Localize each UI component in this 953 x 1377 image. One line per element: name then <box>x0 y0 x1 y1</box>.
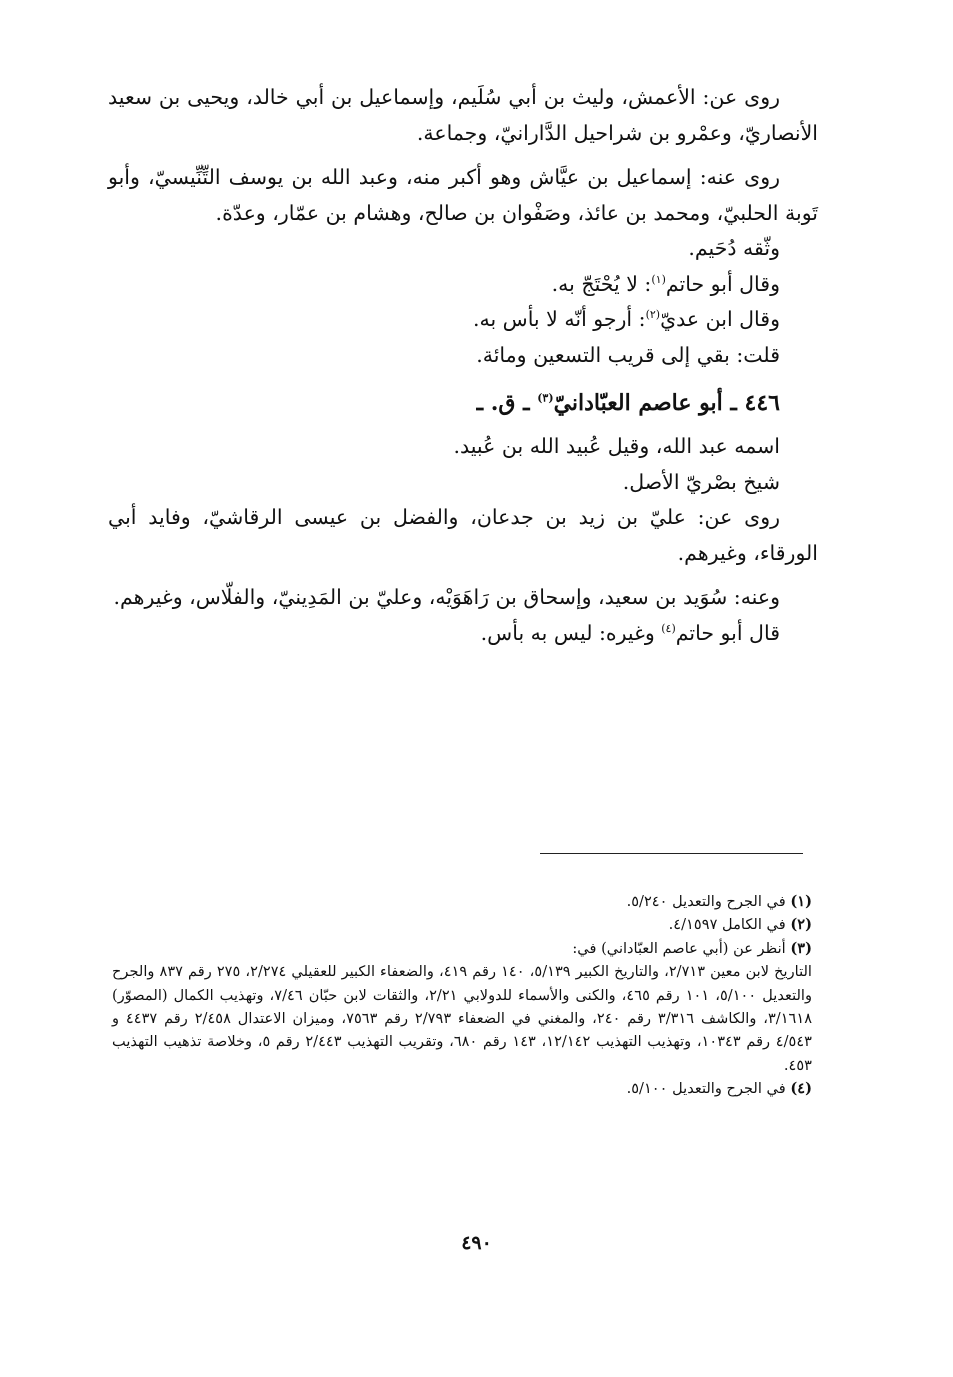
main-text <box>108 80 818 651</box>
text-segment: وقال أبو حاتم <box>665 271 780 296</box>
paragraph-abu-hatim-2 <box>108 616 818 652</box>
text-segment: وقال ابن عديّ <box>660 307 780 331</box>
text-segment: قال أبو حاتم <box>675 620 780 645</box>
paragraph-narrated-by-2: وعنه: سُوَيد بن سعيد، وإسحاق بن رَاهَوَيْه، وعليّ بن المَدِينيّ، والفلّاس، وغيرهم. <box>113 585 780 609</box>
footnote-divider <box>540 853 803 854</box>
paragraph-name: اسمه عبد الله، وقيل عُبيد الله بن عُبيد. <box>453 434 780 458</box>
footnote-ref-2: (٢) <box>645 308 661 322</box>
footnote-ref-4: (٤) <box>661 621 676 635</box>
paragraph-qultu: قلت: بقي إلى قريب التسعين ومائة. <box>476 342 780 367</box>
footnote-text: أنظر عن (أبي عاصم العبّاداني) في: <box>572 939 791 957</box>
footnote-3-sources: التاريخ لابن معين ٢/٧١٣، والتاريخ الكبير ٥/١٣٩، ١٤٠ رقم ٤١٩، والضعفاء الكبير للعقيلي ٢/٢٧٤، ٢٧٥ رقم ٨٣٧ والجرح والتعديل ٥/١٠٠، ١٠١ رقم ٤٦٥، والكنى والأسماء للدولابي ٢/٢١، والثقات لابن حبّان ٧/٤٦، وتهذيب الكمال (المصوّر) ٣/١٦١٨، والكاشف ٣/٣١٦ رقم ٢٤٠، والمغني في الضعفاء ٢/٧٩٣ رقم ٧٥٦٣، وميزان الاعتدال ٢/٤٥٨ رقم ٤٤٣٧ و ٤/٥٤٣ رقم ١٠٣٤٣، وتهذيب التهذيب ١٢/١٤٢، ١٤٣ رقم ٦٨٠، وتقريب التهذيب ٢/٤٤٣ رقم ٥، وخلاصة تذهيب التهذيب ٤٥٣. <box>112 963 813 1074</box>
paragraph-narrated-from: روى عن: الأعمش، وليث بن أبي سُلَيم، وإسماعيل بن أبي خالد، ويحيى بن سعيد الأنصاريّ، وعمْرو بن شراحيل الدَّارانيّ، وجماعة. <box>108 85 818 145</box>
text-segment: : لا يُحْتَجّ به. <box>551 271 652 296</box>
footnote-ref-1: (١) <box>651 272 666 286</box>
paragraph-duhaym: وثّقه دُحَيم. <box>688 236 780 260</box>
text-segment: : أرجو أنّه لا بأس به. <box>472 307 646 331</box>
footnotes <box>112 890 812 1101</box>
footnote-1 <box>112 890 812 913</box>
entry-heading <box>108 383 818 423</box>
footnote-number: (١) <box>790 893 812 910</box>
footnote-3 <box>112 937 812 960</box>
paragraph-abu-hatim <box>108 267 818 303</box>
paragraph-narrated-from-2: روى عن: عليّ بن زيد بن جدعان، والفضل بن عيسى الرقاشيّ، وفايد أبي الورقاء، وغيرهم. <box>108 505 818 565</box>
footnote-4 <box>112 1077 812 1100</box>
footnote-text: في الجرح والتعديل ٥/٢٤٠. <box>626 893 791 910</box>
footnote-text: في الجرح والتعديل ٥/١٠٠. <box>626 1080 791 1098</box>
footnote-number: (٢) <box>790 916 812 934</box>
footnote-ref-3: (٣) <box>537 391 554 405</box>
footnote-2 <box>112 913 812 936</box>
page-number: ٤٩٠ <box>461 1232 492 1254</box>
heading-text: ٤٤٦ ـ أبو عاصم العبّادانيّ <box>553 390 780 416</box>
paragraph-ibn-adi <box>108 302 818 338</box>
heading-suffix: ـ ق. ـ <box>476 390 538 416</box>
paragraph-narrated-by: روى عنه: إسماعيل بن عيَّاش وهو أكبر منه، وعبد الله بن يوسف التِّنِّيسيّ، وأبو تَوبة الحلبيّ، ومحمد بن عائذ، وصَفْوان بن صالح، وهشام بن عمّار، وعدّة. <box>108 165 818 225</box>
text-segment: وغيره: ليس به بأس. <box>480 620 662 645</box>
footnote-number: (٤) <box>790 1080 812 1098</box>
paragraph-origin: شيخ بصْريّ الأصل. <box>622 469 780 494</box>
footnote-number: (٣) <box>790 939 812 957</box>
footnote-text: في الكامل ٤/١٥٩٧. <box>668 916 791 934</box>
